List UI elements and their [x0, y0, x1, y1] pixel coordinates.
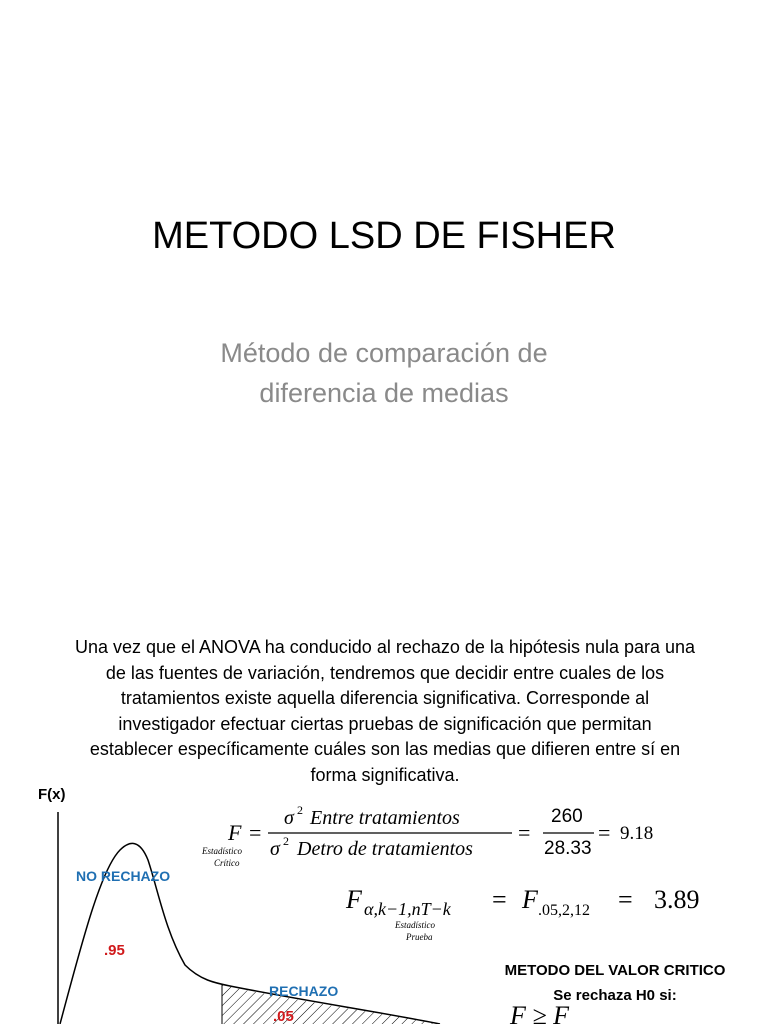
formula-critical: [201, 803, 653, 868]
intro-line: investigador efectuar ciertas pruebas de significación que permitan: [118, 713, 652, 734]
formula1-numerator: Entre tratamientos: [310, 807, 460, 829]
method-rule: Se rechaza H0 si:: [553, 987, 677, 1004]
method-title: METODO DEL VALOR CRITICO: [504, 962, 726, 979]
intro-line: establecer específicamente cuáles son las medias que difieren entre sí en: [89, 739, 681, 759]
rechazo-label: RECHAZO: [269, 983, 339, 999]
reject-area-value: .05: [273, 1008, 294, 1025]
formula1-lhs-note: Crítico: [214, 858, 240, 868]
formula1-denominator: Detro de tratamientos: [297, 838, 473, 860]
subtitle-line: Método de comparación de: [220, 338, 548, 368]
intro-line: de las fuentes de variación, tendremos que decidir entre cuales de los: [105, 662, 665, 683]
exponent: 2: [283, 834, 289, 848]
fraction-numerator: 260: [551, 806, 583, 827]
formula2-rhs: F: [522, 885, 538, 914]
intro-line: tratamientos existe aquella diferencia significativa. Corresponde al: [120, 688, 650, 708]
formula1-lhs: F: [228, 820, 242, 845]
formula1-lhs-note: Estadístico: [202, 846, 242, 856]
formula-test: [345, 885, 700, 942]
formula2-note: Estadístico: [395, 920, 435, 930]
sigma-symbol: σ: [284, 807, 294, 829]
sigma-symbol: σ: [270, 838, 280, 860]
method-box: [470, 958, 760, 1008]
intro-line: forma significativa.: [310, 764, 460, 785]
formula2-note: Prueba: [406, 932, 433, 942]
slide-title: METODO LSD DE FISHER: [152, 215, 616, 257]
formula2-result: 3.89: [654, 885, 700, 914]
formula2-subscript: α,k−1,nT−k: [364, 899, 451, 919]
formula1-equals: =: [598, 820, 611, 845]
inequality: F ≥ F: [510, 1001, 570, 1024]
subtitle-line: diferencia de medias: [259, 378, 509, 408]
formula2-rhs-subscript: .05,2,12: [538, 902, 590, 919]
formula1-equals: =: [249, 820, 262, 845]
formula1-equals: =: [518, 820, 531, 845]
formula2-lhs: F: [346, 885, 362, 914]
formula2-equals: =: [492, 885, 507, 914]
fx-axis-label: F(x): [38, 786, 66, 803]
fraction-denominator: 28.33: [544, 838, 592, 859]
formula2-equals: =: [618, 885, 633, 914]
intro-line: Una vez que el ANOVA ha conducido al rechazo de la hipótesis nula para una: [74, 637, 696, 657]
no-rechazo-label: NO RECHAZO: [76, 868, 171, 884]
accept-area-value: .95: [104, 942, 125, 959]
formula1-result: 9.18: [620, 823, 654, 844]
exponent: 2: [297, 803, 303, 817]
